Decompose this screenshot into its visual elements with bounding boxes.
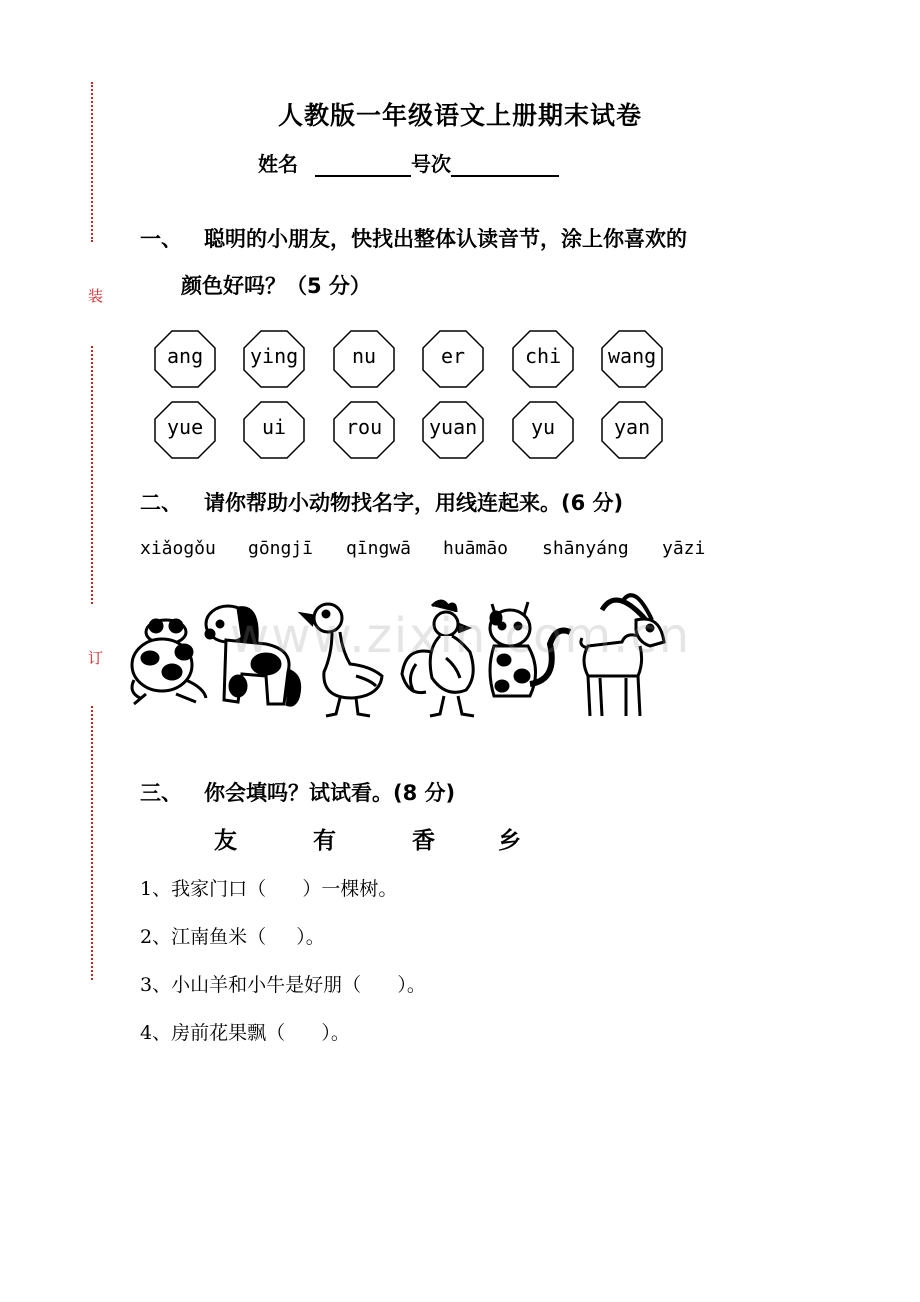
name-blank[interactable] <box>315 153 411 177</box>
syllable-label: nu <box>352 344 377 368</box>
pinyin-gongji: gōngjī <box>248 538 314 559</box>
pinyin-shanyang: shānyáng <box>542 538 629 559</box>
section2-number: 二、 <box>140 491 182 515</box>
number-blank[interactable] <box>451 153 559 177</box>
choice-char-xiang-fragrant: 香 <box>412 828 435 854</box>
syllable-box-yue[interactable] <box>154 401 216 459</box>
frog-drawing[interactable] <box>132 620 206 704</box>
syllable-label: yue <box>167 415 204 439</box>
syllable-label: ying <box>250 344 299 368</box>
syllable-label: er <box>441 344 466 368</box>
binding-char-ding: 订 <box>88 649 104 667</box>
choice-char-you-friend: 友 <box>214 828 237 854</box>
syllable-label: yuan <box>429 415 478 439</box>
name-label: 姓名 <box>258 152 298 176</box>
section1-number: 一、 <box>140 227 182 251</box>
syllable-label: ang <box>167 344 204 368</box>
syllable-label: yu <box>531 415 556 439</box>
syllable-label: wang <box>608 344 657 368</box>
question-3[interactable]: 3、小山羊和小牛是好朋（ ）。 <box>140 974 426 996</box>
page-title: 人教版一年级语文上册期末试卷 <box>277 101 642 130</box>
syllable-box-ui[interactable] <box>243 401 305 459</box>
syllable-label: yan <box>614 415 651 439</box>
number-label: 号次 <box>410 152 451 176</box>
pinyin-yazi: yāzi <box>662 538 706 559</box>
choice-char-xiang-village: 乡 <box>498 828 521 854</box>
section1-instruction-line2: 颜色好吗？（5 分） <box>181 274 371 298</box>
syllable-box-ying[interactable] <box>243 330 305 388</box>
question-2[interactable]: 2、江南鱼米（ ）。 <box>140 926 325 948</box>
syllable-label: ui <box>262 415 287 439</box>
syllable-box-yuan[interactable] <box>422 401 484 459</box>
syllable-box-rou[interactable] <box>333 401 395 459</box>
syllable-box-yan[interactable] <box>601 401 663 459</box>
choice-char-you-have: 有 <box>313 828 336 854</box>
section2-instruction: 请你帮助小动物找名字，用线连起来。(6 分) <box>204 491 624 515</box>
section3-number: 三、 <box>140 781 182 805</box>
binding-char-zhuang: 装 <box>88 287 104 305</box>
syllable-box-yu[interactable] <box>512 401 574 459</box>
syllable-box-ang[interactable] <box>154 330 216 388</box>
question-1[interactable]: 1、我家门口（ ）一棵树。 <box>140 878 398 900</box>
syllable-label: chi <box>525 344 562 368</box>
syllable-box-er[interactable] <box>422 330 484 388</box>
question-4[interactable]: 4、房前花果飘（ ）。 <box>140 1022 350 1044</box>
binding-line-bottom <box>91 706 93 980</box>
syllable-box-nu[interactable] <box>333 330 395 388</box>
pinyin-qingwa: qīngwā <box>346 538 412 559</box>
watermark: www.zixin.com.cn <box>230 608 692 664</box>
student-info <box>258 148 559 177</box>
section1-instruction-line1: 聪明的小朋友，快找出整体认读音节，涂上你喜欢的 <box>204 227 687 251</box>
syllable-label: rou <box>346 415 383 439</box>
syllable-box-chi[interactable] <box>512 330 574 388</box>
binding-line-middle <box>91 346 93 604</box>
pinyin-huamao: huāmāo <box>443 538 509 559</box>
pinyin-xiaogou: xiǎogǒu <box>140 538 216 559</box>
syllable-box-wang[interactable] <box>601 330 663 388</box>
section3-instruction: 你会填吗？试试看。(8 分) <box>204 781 456 805</box>
